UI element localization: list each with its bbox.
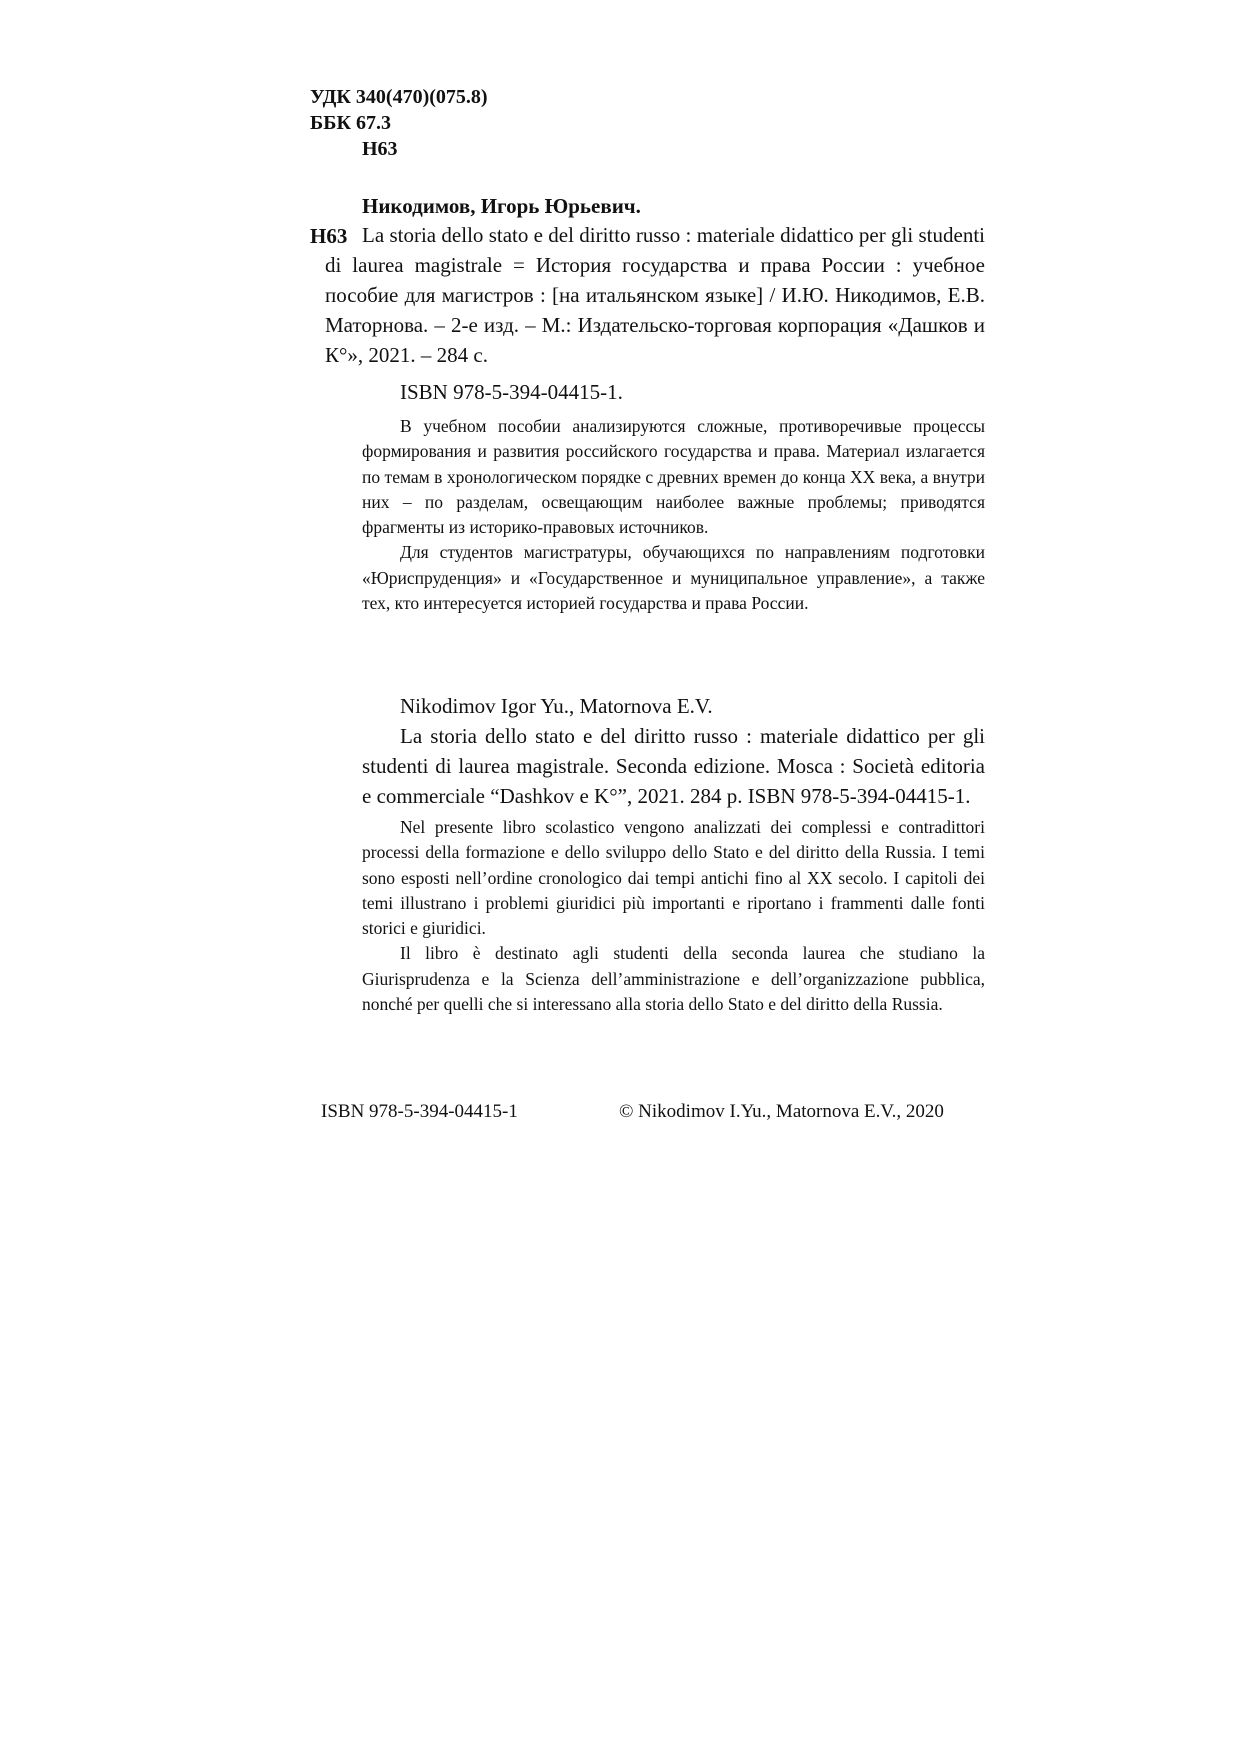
author-mark-code: Н63 xyxy=(362,138,398,160)
it-record-description: La storia dello stato e del diritto russo : materiale didattico per gli studenti di laurea magistrale. Seconda edizione. Mosca : Società editoria e commerciale “Dashkov e K°”, 2021. 284 p. ISBN 978-5-394-04415-1. xyxy=(362,724,985,808)
it-bibliographic-record xyxy=(362,691,985,811)
it-annotation-paragraph: Nel presente libro scolastico vengono analizzati dei complessi e contradittori processi della formazione e dello sviluppo dello Stato e del diritto della Russia. I temi sono esposti nell’ordine cronologico dai tempi antichi fino al XX secolo. I capitoli dei temi illustrano i problemi giuridici più importanti e riportano i frammenti dalle fonti storici e giuridici. xyxy=(362,817,985,939)
it-annotation xyxy=(362,815,985,1017)
footer-copyright: © Nikodimov I.Yu., Matornova E.V., 2020 xyxy=(619,1101,944,1122)
ru-annotation-paragraph: В учебном пособии анализируются сложные, противоречивые процессы формирования и развития российского государства и права. Материал излагается по темам в хронологическом порядке с древних времен до конца XX века, а внутри них – по разделам, освещающим наиболее важные проблемы; приводятся фрагменты из историко-правовых источников. xyxy=(362,416,985,538)
ru-annotation-paragraph: Для студентов магистратуры, обучающихся по направлениям подготовки «Юриспруденция» и «Государственное и муниципальное управление», а также тех, кто интересуется историей государства и права России. xyxy=(362,542,985,614)
ru-annotation xyxy=(362,414,985,616)
udk-code: УДК 340(470)(075.8) xyxy=(310,86,488,108)
ru-record-description: La storia dello stato e del diritto russo : materiale didattico per gli studenti di laurea magistrale = История государства и права России : учебное пособие для магистров : [на итальянском языке] / И.Ю. Никодимов, Е.В. Маторнова. – 2-е изд. – М.: Издательско-торговая корпорация «Дашков и К°», 2021. – 284 с. xyxy=(325,223,985,367)
bbk-code: ББК 67.3 xyxy=(310,112,391,134)
side-author-mark: Н63 xyxy=(310,224,348,248)
it-annotation-paragraph: Il libro è destinato agli studenti della seconda laurea che studiano la Giurisprudenza e la Scienza dell’amministrazione e dell’organizzazione pubblica, nonché per quelli che si interessano alla storia dello Stato e del diritto della Russia. xyxy=(362,943,985,1015)
it-record-authors: Nikodimov Igor Yu., Matornova E.V. xyxy=(400,694,713,718)
ru-isbn: ISBN 978-5-394-04415-1. xyxy=(400,380,623,404)
author-heading: Никодимов, Игорь Юрьевич. xyxy=(362,194,641,218)
footer-isbn: ISBN 978-5-394-04415-1 xyxy=(321,1101,518,1122)
